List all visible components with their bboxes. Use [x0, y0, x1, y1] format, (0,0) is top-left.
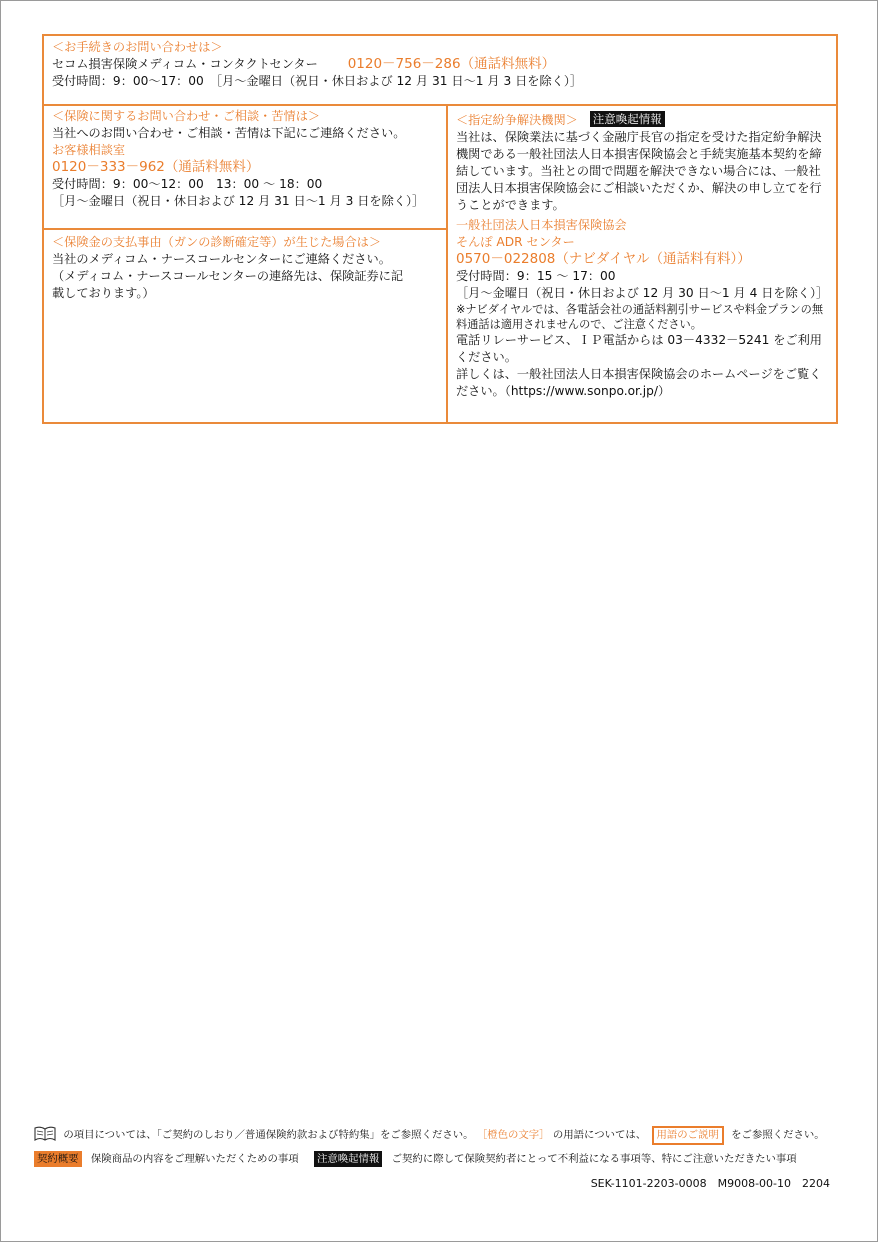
procedures-center: セコム損害保険メディコム・コンタクトセンター	[52, 57, 318, 71]
footer-reference-line	[34, 1125, 825, 1147]
consult-phone: 0120－333－962（通話料無料）	[52, 159, 260, 175]
consult-desk: お客様相談室	[52, 143, 126, 157]
adr-hours: 受付時間：9：15 ～ 17：00	[456, 269, 616, 283]
adr-heading-row	[456, 111, 828, 129]
footer-orange-label: ［橙色の文字］	[476, 1129, 550, 1141]
footer-ref-text3: をご参照ください。	[731, 1129, 825, 1141]
claims-line2: （メディコム・ナースコールセンターの連絡先は、保険証券に記	[52, 269, 404, 283]
contact-info-box	[42, 34, 838, 424]
footer-legend-line	[34, 1150, 797, 1168]
consult-text: 当社へのお問い合わせ・ご相談・苦情は下記にご連絡ください。	[52, 126, 406, 140]
procedures-phone: 0120－756－286（通話料無料）	[347, 56, 556, 72]
procedures-hours: 受付時間：9：00～17：00 ［月～金曜日（祝日・休日および 12 月 31 日～1 月 3 日を除く）］	[52, 74, 583, 88]
consult-section	[44, 106, 446, 230]
claims-section	[44, 230, 446, 306]
footer-ref-text2: の用語については、	[552, 1129, 647, 1141]
procedures-heading: ＜お手続きのお問い合わせは＞	[52, 40, 223, 54]
adr-phone: 0570－022808（ナビダイヤル（通話料有料））	[456, 251, 751, 267]
claims-heading: ＜保険金の支払事由（ガンの診断確定等）が生じた場合は＞	[52, 235, 382, 249]
adr-org: 一般社団法人日本損害保険協会	[456, 218, 627, 232]
caution-legend-badge: 注意喚起情報	[314, 1151, 382, 1167]
glossary-badge: 用語のご説明	[652, 1126, 724, 1145]
adr-section	[448, 106, 836, 422]
adr-relay: 電話リレーサービス、ＩＰ電話からは 03－4332－5241 をご利用ください。	[456, 333, 822, 364]
adr-paragraph: 当社は、保険業法に基づく金融庁長官の指定を受けた指定紛争解決機関である一般社団法人日本損害保険協会と手続実施基本契約を締結しています。当社との間で問題を解決できない場合には、一般社団法人日本損害保険協会にご相談いただくか、解決の申し立てを行うことができます。	[456, 130, 822, 212]
adr-heading: ＜指定紛争解決機関＞	[456, 113, 578, 127]
caution-badge: 注意喚起情報	[590, 111, 665, 127]
summary-text: 保険商品の内容をご理解いただくための事項	[90, 1153, 299, 1165]
adr-center: そんぽ ADR センター	[456, 235, 575, 249]
adr-website: 詳しくは、一般社団法人日本損害保険協会のホームページをご覧ください。（https://www.sonpo.or.jp/）	[456, 367, 822, 398]
consult-hours: 受付時間：9：00～12：00 13：00 ～ 18：00	[52, 177, 323, 191]
claims-line1: 当社のメディコム・ナースコールセンターにご連絡ください。	[52, 252, 391, 266]
left-column	[44, 106, 448, 422]
footer-ref-text1: の項目については、「ご契約のしおり／普通保険約款および特約集」をご参照ください。	[63, 1129, 474, 1141]
document-code: SEK-1101-2203-0008 M9008-00-10 2204	[590, 1177, 830, 1190]
procedures-section	[44, 36, 836, 106]
consult-heading: ＜保険に関するお問い合わせ・ご相談・苦情は＞	[52, 109, 321, 123]
consult-days: ［月～金曜日（祝日・休日および 12 月 31 日～1 月 3 日を除く）］	[52, 194, 425, 208]
book-icon	[34, 1125, 56, 1147]
adr-note: ※ナビダイヤルでは、各電話会社の通話料割引サービスや料金プランの無料通話は適用されませんので、ご注意ください。	[456, 303, 824, 331]
summary-badge: 契約概要	[34, 1151, 82, 1167]
adr-days: ［月～金曜日（祝日・休日および 12 月 30 日～1 月 4 日を除く）］	[456, 286, 829, 300]
procedures-center-row	[52, 56, 828, 73]
caution-text: ご契約に際して保険契約者にとって不利益になる事項等、特にご注意いただきたい事項	[391, 1153, 797, 1165]
claims-line3: 載しております。）	[52, 286, 155, 300]
